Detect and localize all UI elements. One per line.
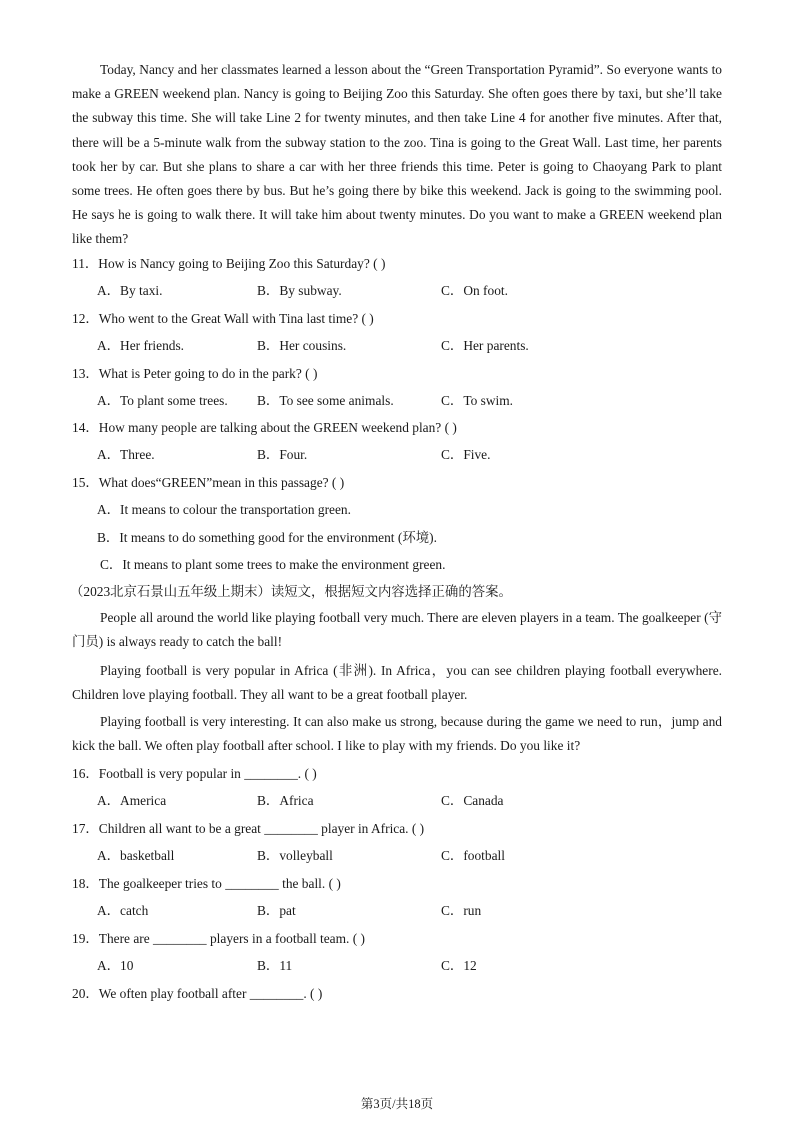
question-11: 11．How is Nancy going to Beijing Zoo this Saturday? ( )	[72, 256, 386, 271]
q14-option-c: C．Five.	[441, 447, 491, 462]
q13-option-a: A．To plant some trees.	[97, 393, 228, 408]
q17-option-c: C．football	[441, 848, 505, 863]
q18-option-b: B．pat	[257, 903, 296, 918]
q12-option-c: C．Her parents.	[441, 338, 529, 353]
q19-option-b: B．11	[257, 958, 293, 973]
reading-passage-2-paragraph-1: People all around the world like playing football very much. There are eleven players in a team. The goalkeeper (守门员) is always ready to catch the ball!	[72, 610, 722, 650]
section-2-header: （2023北京石景山五年级上期末）读短文，根据短文内容选择正确的答案。	[70, 584, 512, 599]
question-17: 17．Children all want to be a great ________ player in Africa. ( )	[72, 821, 425, 836]
q12-option-a: A．Her friends.	[97, 338, 185, 353]
question-13: 13．What is Peter going to do in the park? ( )	[72, 366, 318, 381]
question-12: 12．Who went to the Great Wall with Tina last time? ( )	[72, 311, 374, 326]
q19-option-a: A．10	[97, 958, 134, 973]
q18-option-c: C．run	[441, 903, 482, 918]
q13-option-c: C．To swim.	[441, 393, 513, 408]
q13-option-b: B．To see some animals.	[257, 393, 394, 408]
q16-option-c: C．Canada	[441, 793, 504, 808]
reading-passage-2-paragraph-3: Playing football is very interesting. It can also make us strong, because during the game we need to run，jump and kick the ball. We often play football after school. I like to play with my friends. Do you like it?	[72, 714, 722, 754]
q11-option-b: B．By subway.	[257, 283, 342, 298]
question-20: 20．We often play football after ________. ( )	[72, 986, 323, 1001]
q15-option-a: A．It means to colour the transportation green.	[97, 502, 351, 517]
q17-option-a: A．basketball	[97, 848, 175, 863]
question-18: 18．The goalkeeper tries to ________ the ball. ( )	[72, 876, 341, 891]
q15-option-c: C．It means to plant some trees to make the environment green.	[100, 557, 446, 572]
q11-option-a: A．By taxi.	[97, 283, 163, 298]
q12-option-b: B．Her cousins.	[257, 338, 347, 353]
question-19: 19．There are ________ players in a football team. ( )	[72, 931, 366, 946]
q18-option-a: A．catch	[97, 903, 149, 918]
question-14: 14．How many people are talking about the GREEN weekend plan? ( )	[72, 420, 457, 435]
q14-option-a: A．Three.	[97, 447, 155, 462]
question-16: 16．Football is very popular in ________. ( )	[72, 766, 317, 781]
q19-option-c: C．12	[441, 958, 477, 973]
q16-option-a: A．America	[97, 793, 167, 808]
q15-option-b: B．It means to do something good for the environment (环境).	[97, 530, 437, 545]
q16-option-b: B．Africa	[257, 793, 314, 808]
page-number-footer: 第3页/共18页	[360, 1097, 434, 1111]
reading-passage-2-paragraph-2: Playing football is very popular in Africa (非洲). In Africa，you can see children playing football everywhere. Children love playing football. They all want to be a great football player.	[72, 663, 722, 703]
q14-option-b: B．Four.	[257, 447, 308, 462]
q11-option-c: C．On foot.	[441, 283, 508, 298]
q17-option-b: B．volleyball	[257, 848, 333, 863]
reading-passage-1: Today, Nancy and her classmates learned a lesson about the “Green Transportation Pyramid”. So everyone wants to make a GREEN weekend plan. Nancy is going to Beijing Zoo this Saturday. She often goes there by taxi, but she’ll take the subway this time. She will take Line 2 for twenty minutes, and then take Line 4 for another five minutes. After that, there will be a 5-minute walk from the subway station to the zoo. Tina is going to the Great Wall. Last time, her parents took her by car. But she plans to share a car with her three friends this time. Peter is going to Chaoyang Park to plant some trees. He often goes there by bus. But he’s going there by bike this weekend. Jack is going to the swimming pool. He says he is going to walk there. It will take him about twenty minutes. Do you want to make a GREEN weekend plan like them?	[72, 62, 722, 247]
question-15: 15．What does“GREEN”mean in this passage? ( )	[72, 475, 345, 490]
